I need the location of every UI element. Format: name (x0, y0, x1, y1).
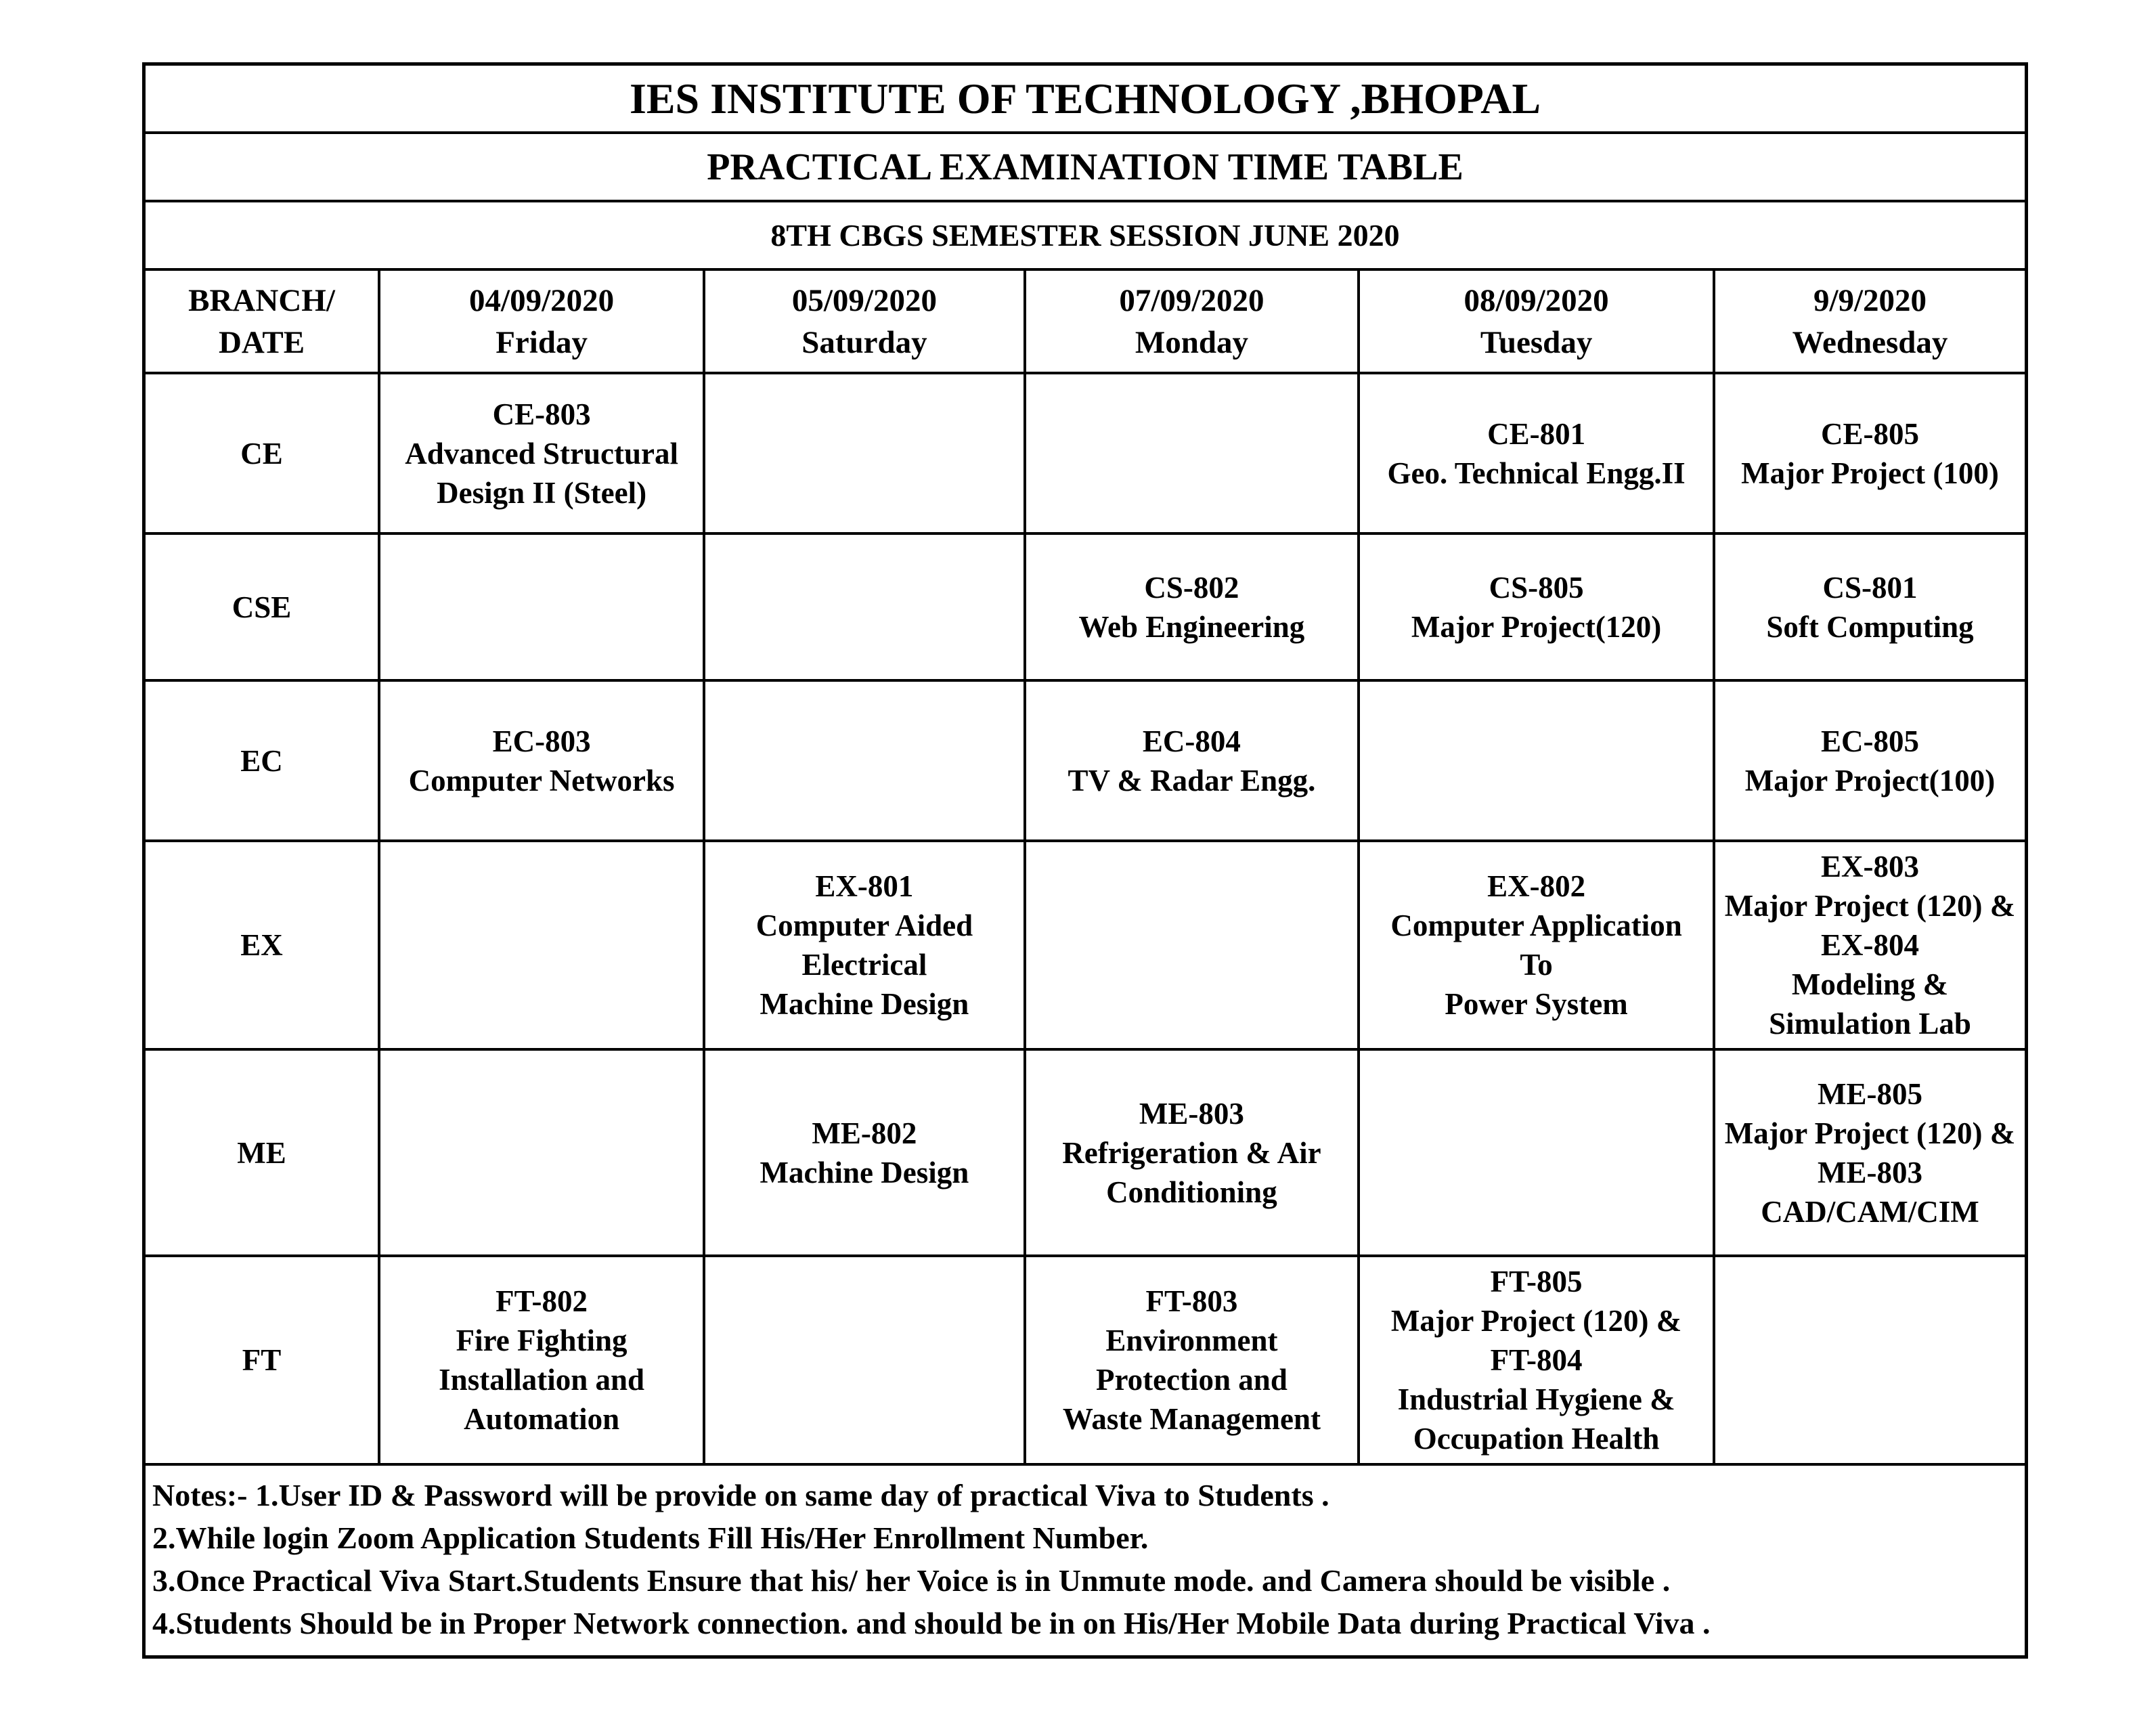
table-header-row (146, 271, 2025, 373)
document-title: PRACTICAL EXAMINATION TIME TABLE (146, 134, 2025, 202)
note-line: 3.Once Practical Viva Start.Students Ensure that his/ her Voice is in Unmute mode. and Camera should be visible . (152, 1563, 1671, 1598)
timetable-sheet (142, 62, 2028, 1659)
branch-cell: FT (146, 1256, 379, 1464)
exam-cell: ME-805 Major Project (120) & ME-803 CAD/CAM/CIM (1714, 1049, 2025, 1256)
notes-section (146, 1466, 2025, 1655)
note-line: 2.While login Zoom Application Students Fill His/Her Enrollment Number. (152, 1521, 1149, 1555)
exam-cell (704, 373, 1024, 533)
date-column-header: 07/09/2020 Monday (1025, 271, 1359, 373)
exam-cell (379, 533, 704, 680)
exam-cell: ME-803 Refrigeration & Air Conditioning (1025, 1049, 1359, 1256)
exam-cell: ME-802 Machine Design (704, 1049, 1024, 1256)
note-line: Notes:- 1.User ID & Password will be provide on same day of practical Viva to Students . (152, 1478, 1329, 1512)
exam-cell: CS-801 Soft Computing (1714, 533, 2025, 680)
exam-cell (1359, 680, 1714, 841)
exam-cell: FT-803 Environment Protection and Waste Management (1025, 1256, 1359, 1464)
branch-cell: ME (146, 1049, 379, 1256)
exam-cell: CE-805 Major Project (100) (1714, 373, 2025, 533)
table-row (146, 533, 2025, 680)
exam-cell (1714, 1256, 2025, 1464)
branch-cell: CSE (146, 533, 379, 680)
institute-title: IES INSTITUTE OF TECHNOLOGY ,BHOPAL (146, 66, 2025, 134)
exam-cell: EC-803 Computer Networks (379, 680, 704, 841)
corner-header: BRANCH/ DATE (146, 271, 379, 373)
exam-cell (704, 680, 1024, 841)
exam-cell (379, 1049, 704, 1256)
exam-cell: EC-804 TV & Radar Engg. (1025, 680, 1359, 841)
exam-cell: FT-805 Major Project (120) & FT-804 Industrial Hygiene & Occupation Health (1359, 1256, 1714, 1464)
exam-timetable (146, 271, 2025, 1466)
table-row (146, 373, 2025, 533)
exam-cell: EX-801 Computer Aided Electrical Machine Design (704, 841, 1024, 1049)
exam-cell: CE-801 Geo. Technical Engg.II (1359, 373, 1714, 533)
exam-cell (704, 533, 1024, 680)
note-line: 4.Students Should be in Proper Network connection. and should be in on His/Her Mobile Data during Practical Viva . (152, 1606, 1711, 1640)
exam-cell: CS-805 Major Project(120) (1359, 533, 1714, 680)
exam-cell (1025, 373, 1359, 533)
exam-cell: CS-802 Web Engineering (1025, 533, 1359, 680)
branch-cell: EC (146, 680, 379, 841)
table-row (146, 841, 2025, 1049)
date-column-header: 08/09/2020 Tuesday (1359, 271, 1714, 373)
branch-cell: EX (146, 841, 379, 1049)
date-column-header: 04/09/2020 Friday (379, 271, 704, 373)
exam-cell (704, 1256, 1024, 1464)
table-row (146, 1256, 2025, 1464)
exam-cell: FT-802 Fire Fighting Installation and Automation (379, 1256, 704, 1464)
branch-cell: CE (146, 373, 379, 533)
date-column-header: 9/9/2020 Wednesday (1714, 271, 2025, 373)
exam-cell (1359, 1049, 1714, 1256)
exam-cell: EX-803 Major Project (120) & EX-804 Modeling & Simulation Lab (1714, 841, 2025, 1049)
session-title: 8TH CBGS SEMESTER SESSION JUNE 2020 (146, 202, 2025, 271)
table-row (146, 680, 2025, 841)
exam-cell: EX-802 Computer Application To Power System (1359, 841, 1714, 1049)
table-row (146, 1049, 2025, 1256)
exam-cell (1025, 841, 1359, 1049)
exam-cell (379, 841, 704, 1049)
exam-cell: CE-803 Advanced Structural Design II (Steel) (379, 373, 704, 533)
date-column-header: 05/09/2020 Saturday (704, 271, 1024, 373)
exam-cell: EC-805 Major Project(100) (1714, 680, 2025, 841)
